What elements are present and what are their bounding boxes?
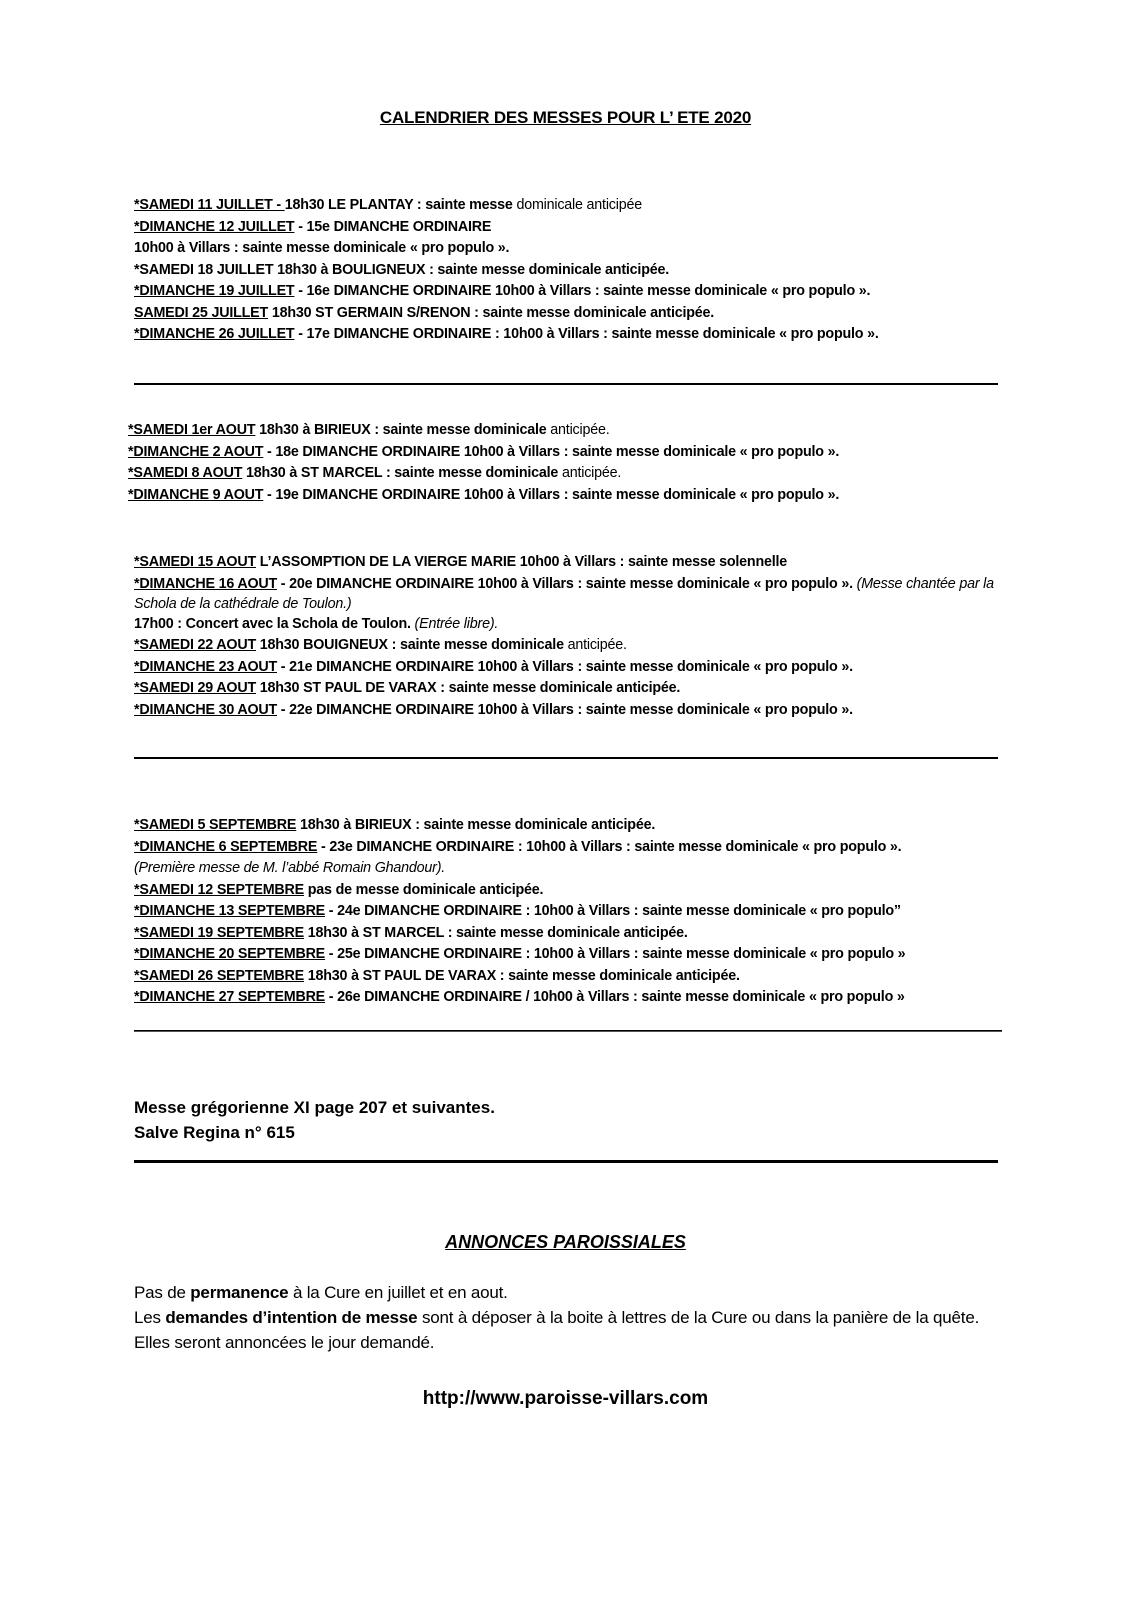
divider-4 [134, 1160, 998, 1163]
divider-1 [134, 383, 998, 385]
section-juillet [134, 195, 1014, 346]
event-line: 10h00 à Villars : sainte messe dominicale « pro populo ». [134, 240, 510, 256]
event-line: *DIMANCHE 9 AOUT - 19e DIMANCHE ORDINAIRE 10h00 à Villars : sainte messe dominicale « pro populo ». [128, 486, 840, 503]
event-line: (Première messe de M. l’abbé Romain Ghandour). [134, 860, 446, 876]
annonces-body [134, 1280, 1004, 1355]
event-line: *SAMEDI 8 AOUT 18h30 à ST MARCEL : sainte messe dominicale anticipée. [128, 465, 622, 481]
event-line: *DIMANCHE 20 SEPTEMBRE - 25e DIMANCHE ORDINAIRE : 10h00 à Villars : sainte messe dominicale « pro populo » [134, 946, 906, 962]
hymn-line: Salve Regina n° 615 [134, 1123, 295, 1142]
parish-website-link[interactable]: http://www.paroisse-villars.com [422, 1388, 709, 1409]
event-line: *SAMEDI 19 SEPTEMBRE 18h30 à ST MARCEL : sainte messe dominicale anticipée. [134, 924, 688, 941]
event-line: *SAMEDI 5 SEPTEMBRE 18h30 à BIRIEUX : sainte messe dominicale anticipée. [134, 817, 656, 833]
annonce-intention: Les demandes d’intention de messe sont à déposer à la boite à lettres de la Cure ou dans la panière de la quête. Elles seront annoncées le jour demandé. [134, 1308, 980, 1352]
divider-3 [134, 1030, 1002, 1032]
event-line: *SAMEDI 22 AOUT 18h30 BOUIGNEUX : sainte messe dominicale anticipée. [134, 637, 627, 653]
section-septembre [134, 815, 1014, 1009]
event-line: *SAMEDI 12 SEPTEMBRE pas de messe dominicale anticipée. [134, 881, 544, 898]
section-aout-1 [128, 420, 1008, 506]
annonce-permanence: Pas de permanence à la Cure en juillet et en aout. [134, 1283, 508, 1302]
event-line: *DIMANCHE 26 JUILLET - 17e DIMANCHE ORDINAIRE : 10h00 à Villars : sainte messe dominicale « pro populo ». [134, 326, 879, 342]
event-line: *DIMANCHE 2 AOUT - 18e DIMANCHE ORDINAIRE 10h00 à Villars : sainte messe dominicale « pro populo ». [128, 443, 840, 460]
event-line: *DIMANCHE 27 SEPTEMBRE - 26e DIMANCHE ORDINAIRE / 10h00 à Villars : sainte messe dominicale « pro populo » [134, 989, 905, 1005]
divider-2 [134, 757, 998, 759]
event-line: 17h00 : Concert avec la Schola de Toulon. (Entrée libre). [134, 615, 499, 632]
event-line: *DIMANCHE 30 AOUT - 22e DIMANCHE ORDINAIRE 10h00 à Villars : sainte messe dominicale « pro populo ». [134, 701, 853, 718]
event-line: *DIMANCHE 16 AOUT - 20e DIMANCHE ORDINAIRE 10h00 à Villars : sainte messe dominicale « pro populo ». (Messe chantée par la Schola de la cathédrale de Toulon.) [134, 575, 994, 612]
event-line: *DIMANCHE 23 AOUT - 21e DIMANCHE ORDINAIRE 10h00 à Villars : sainte messe dominicale « pro populo ». [134, 658, 853, 675]
event-line: *SAMEDI 15 AOUT L’ASSOMPTION DE LA VIERGE MARIE 10h00 à Villars : sainte messe solennelle [134, 554, 788, 570]
event-line: *SAMEDI 29 AOUT 18h30 ST PAUL DE VARAX : sainte messe dominicale anticipée. [134, 680, 681, 696]
event-line: *SAMEDI 18 JUILLET 18h30 à BOULIGNEUX : sainte messe dominicale anticipée. [134, 261, 670, 278]
hymn-line: Messe grégorienne XI page 207 et suivantes. [134, 1098, 495, 1117]
page-title: CALENDRIER DES MESSES POUR L’ ETE 2020 [379, 108, 752, 127]
event-line: *DIMANCHE 6 SEPTEMBRE - 23e DIMANCHE ORDINAIRE : 10h00 à Villars : sainte messe dominicale « pro populo ». [134, 838, 902, 855]
section-aout-2 [134, 552, 1014, 721]
annonces-title: ANNONCES PAROISSIALES [445, 1232, 686, 1252]
event-line: *DIMANCHE 19 JUILLET - 16e DIMANCHE ORDINAIRE 10h00 à Villars : sainte messe dominicale « pro populo ». [134, 283, 871, 299]
event-line: *SAMEDI 26 SEPTEMBRE 18h30 à ST PAUL DE VARAX : sainte messe dominicale anticipée. [134, 967, 740, 984]
event-line: *SAMEDI 1er AOUT 18h30 à BIRIEUX : sainte messe dominicale anticipée. [128, 422, 610, 438]
event-line: *DIMANCHE 13 SEPTEMBRE - 24e DIMANCHE ORDINAIRE : 10h00 à Villars : sainte messe dominicale « pro populo” [134, 903, 901, 919]
hymns-block [134, 1095, 495, 1145]
event-line: SAMEDI 25 JUILLET 18h30 ST GERMAIN S/RENON : sainte messe dominicale anticipée. [134, 304, 715, 321]
event-line: *SAMEDI 11 JUILLET - 18h30 LE PLANTAY : sainte messe dominicale anticipée [134, 197, 642, 213]
event-line: *DIMANCHE 12 JUILLET - 15e DIMANCHE ORDINAIRE [134, 218, 492, 235]
